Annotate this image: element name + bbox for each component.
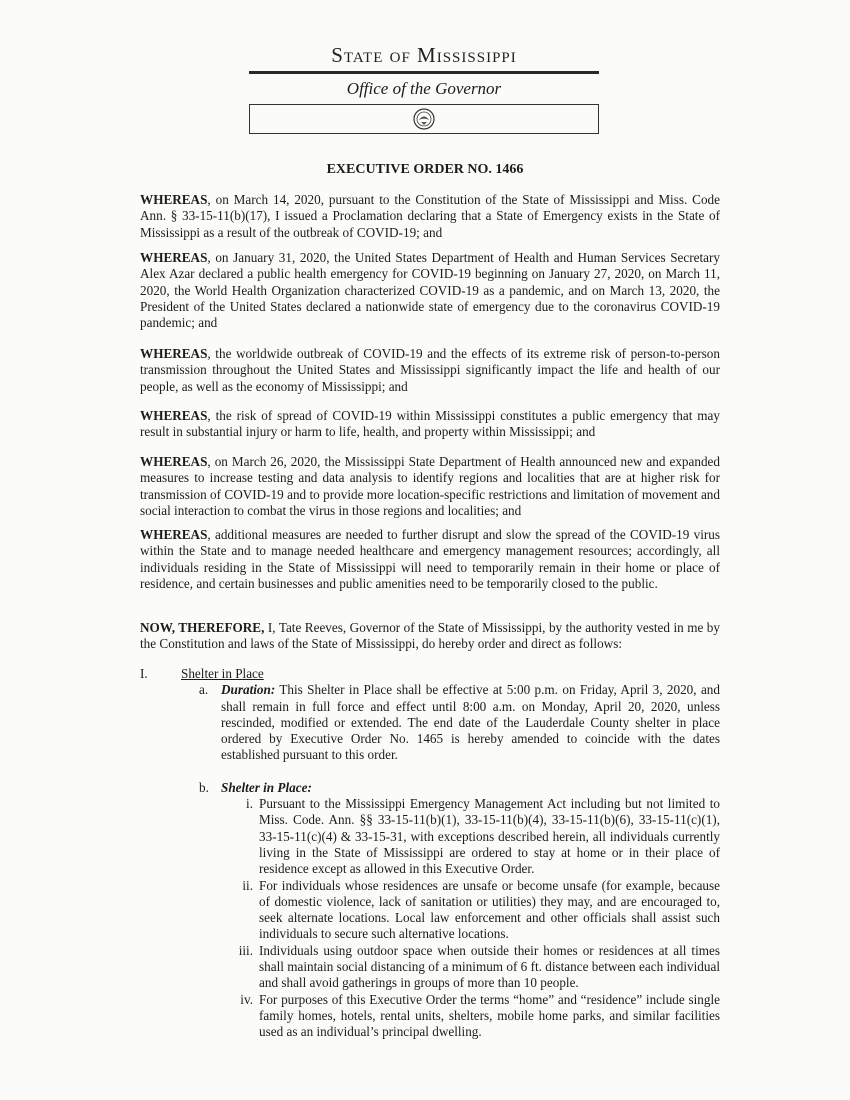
- section-heading: [140, 666, 720, 682]
- subitem: [232, 943, 720, 992]
- item-label: Duration:: [221, 682, 276, 698]
- whereas-paragraph-6: [140, 527, 720, 592]
- paragraph-text: , additional measures are needed to further disrupt and slow the spread of the COVID-19 virus within the State and to manage needed healthcare and emergency management resources; accordingly, all individuals residing in the State of Mississippi will need to temporarily remain in their home or place of residence, and certain businesses and public amenities need to be temporarily closed to the public.: [140, 527, 720, 591]
- subitem: [232, 992, 720, 1041]
- paragraph-keyword: WHEREAS: [140, 408, 208, 423]
- whereas-paragraph-2: [140, 250, 720, 331]
- item-body: [221, 682, 720, 763]
- letterhead-rule: [249, 71, 599, 74]
- item-letter: a.: [199, 682, 209, 698]
- item-body: [221, 780, 720, 796]
- item-duration: [199, 682, 720, 763]
- order-title: EXECUTIVE ORDER NO. 1466: [326, 162, 524, 177]
- subitem-number: iii.: [238, 942, 253, 958]
- paragraph-text: I, Tate Reeves, Governor of the State of Mississippi, by the authority vested in me by the Constitution and laws of the State of Mississippi, do hereby order and direct as follows:: [140, 620, 720, 652]
- paragraph-text: , the risk of spread of COVID-19 within Mississippi constitutes a public emergency that may result in substantial injury or harm to life, health, and property within Mississippi; and: [140, 408, 720, 440]
- subitem-text: Pursuant to the Mississippi Emergency Management Act including but not limited to Miss. Code. Ann. §§ 33-15-11(b)(1), 33-15-11(b)(4), 33-15-11(b)(6), 33-15-11(c)(1), 33-15-11(c)(4) & 33-15-31, with exceptions described herein, all individuals currently living in the State of Mississippi are ordered to stay at home or in their place of residence except as allowed in this Executive Order.: [259, 796, 720, 877]
- office-title: Office of the Governor: [346, 79, 502, 98]
- subitem-text: Individuals using outdoor space when outside their homes or residences at all times shall maintain social distancing of a minimum of 6 ft. distance between each individual and shall avoid gatherings in groups of more than 10 people.: [259, 942, 720, 991]
- whereas-paragraph-4: [140, 408, 720, 441]
- paragraph-text: , on March 26, 2020, the Mississippi State Department of Health announced new and expanded measures to increase testing and data analysis to identify regions and localities that are at higher risk for transmission of COVID-19 and to provide more location-specific restrictions and limitation of movement and social interaction to combat the virus in those regions and localities; and: [140, 454, 720, 518]
- paragraph-keyword: NOW, THEREFORE,: [140, 620, 265, 635]
- subitem-number: ii.: [242, 877, 253, 893]
- paragraph-text: , on March 14, 2020, pursuant to the Constitution of the State of Mississippi and Miss. Code Ann. § 33-15-11(b)(17), I issued a Proclamation declaring that a State of Emergency exists in the State of Mississippi as a result of the outbreak of COVID-19; and: [140, 192, 720, 240]
- paragraph-keyword: WHEREAS: [140, 454, 208, 469]
- subitem: [232, 878, 720, 943]
- paragraph-keyword: WHEREAS: [140, 346, 208, 361]
- section-title: Shelter in Place: [181, 666, 264, 681]
- subitem-number: i.: [246, 796, 253, 812]
- item-label: Shelter in Place:: [221, 779, 312, 795]
- paragraph-text: , on January 31, 2020, the United States Department of Health and Human Services Secretary Alex Azar declared a public health emergency for COVID-19 beginning on January 27, 2020, on March 11, 2020, the World Health Organization characterized COVID-19 as a pandemic, and on March 13, 2020, the President of the United States declared a nationwide state of emergency due to the coronavirus COVID-19 pandemic; and: [140, 250, 720, 331]
- item-letter: b.: [199, 779, 209, 795]
- item-text: This Shelter in Place shall be effective at 5:00 p.m. on Friday, April 3, 2020, and shall remain in full force and effect until 8:00 a.m. on Monday, April 20, 2020, unless rescinded, modified or extended. The end date of the Lauderdale County shelter in place ordered by Executive Order No. 1465 is hereby amended to coincide with the dates established pursuant to this order.: [221, 682, 720, 763]
- section-shelter-in-place: [140, 666, 720, 1041]
- section-number: I.: [140, 666, 148, 681]
- whereas-paragraph-1: [140, 192, 720, 241]
- subitem-number: iv.: [240, 991, 253, 1007]
- whereas-paragraph-5: [140, 454, 720, 519]
- now-therefore-paragraph: [140, 620, 720, 653]
- subitem-list: [232, 796, 720, 1040]
- subitem-text: For individuals whose residences are unsafe or become unsafe (for example, because of domestic violence, lack of sanitation or utilities) they may, and are encouraged to, seek alternate locations. Local law enforcement and other officials shall assist such individuals to secure such alternative locations.: [259, 877, 720, 942]
- state-seal-icon: [413, 108, 435, 130]
- paragraph-keyword: WHEREAS: [140, 250, 208, 265]
- whereas-paragraph-3: [140, 346, 720, 395]
- paragraph-text: , the worldwide outbreak of COVID-19 and the effects of its extreme risk of person-to-person transmission throughout the United States and Mississippi significantly impact the life and health of our people, as well as the economy of Mississippi; and: [140, 346, 720, 394]
- subitem: [232, 796, 720, 877]
- seal-box: [249, 104, 599, 134]
- paragraph-keyword: WHEREAS: [140, 527, 208, 542]
- paragraph-keyword: WHEREAS: [140, 192, 208, 207]
- letterhead: [249, 40, 599, 134]
- subitem-text: For purposes of this Executive Order the terms “home” and “residence” include single family homes, hotels, rental units, shelters, mobile home parks, and similar facilities used as an individual’s principal dwelling.: [259, 991, 720, 1040]
- item-shelter-in-place: [199, 780, 720, 796]
- state-title: State of Mississippi: [331, 43, 517, 67]
